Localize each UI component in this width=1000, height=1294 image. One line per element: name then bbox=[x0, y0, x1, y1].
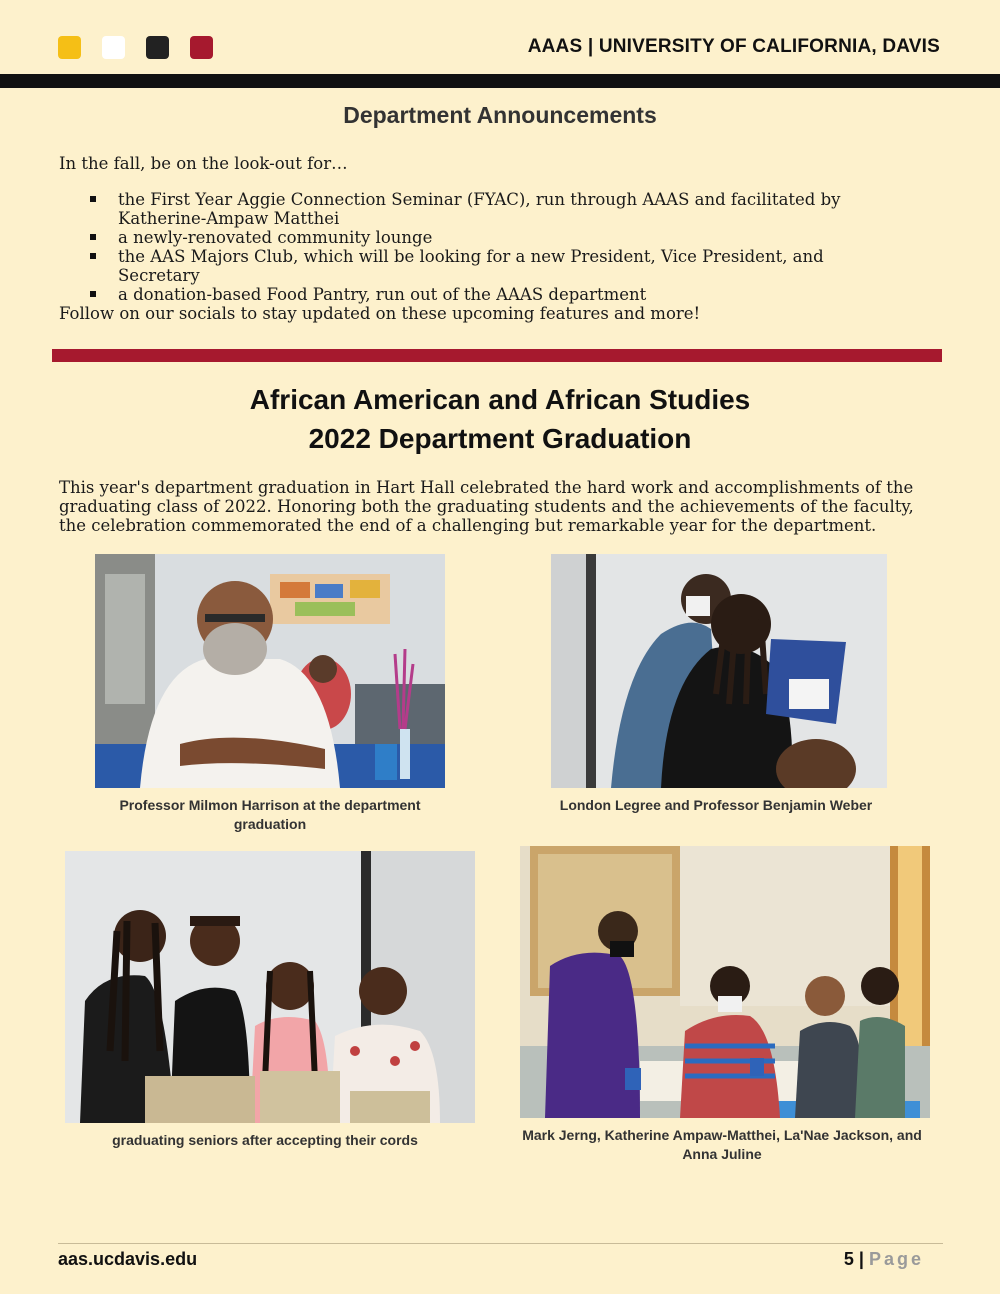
list-item: a newly-renovated community lounge bbox=[88, 228, 908, 247]
bullet-square-icon bbox=[90, 291, 96, 297]
photo-graduating-seniors bbox=[65, 851, 475, 1123]
brand-squares bbox=[58, 36, 213, 59]
section-divider bbox=[52, 349, 942, 362]
photo-caption: London Legree and Professor Benjamin Weber bbox=[559, 797, 873, 813]
graduation-body: This year's department graduation in Hart Hall celebrated the hard work and accomplishments of the graduating class of 2022. Honoring both the graduating students and the achievements of the faculty, the celebration commemorated the end of a challenging but remarkable year for the department. bbox=[59, 478, 914, 535]
graduation-title-line1: African American and African Studies bbox=[249, 384, 751, 415]
footer-site: aas.ucdavis.edu bbox=[58, 1249, 198, 1269]
bullet-square-icon bbox=[90, 234, 96, 240]
red-square bbox=[190, 36, 213, 59]
photo-legree-weber bbox=[551, 554, 887, 788]
photo-professor-harrison bbox=[95, 554, 445, 788]
white-square bbox=[102, 36, 125, 59]
page-number: 5 | Page bbox=[843, 1249, 924, 1269]
list-item: the AAS Majors Club, which will be looking for a new President, Vice President, and Secretary bbox=[88, 247, 908, 285]
announcements-heading: Department Announcements bbox=[343, 102, 657, 128]
photo-faculty-table bbox=[520, 846, 930, 1118]
footer-rule bbox=[58, 1243, 943, 1244]
list-item: a donation-based Food Pantry, run out of the AAAS department bbox=[88, 285, 908, 304]
bullet-square-icon bbox=[90, 196, 96, 202]
announcements-intro: In the fall, be on the look-out for… bbox=[59, 154, 348, 173]
list-item: the First Year Aggie Connection Seminar (FYAC), run through AAAS and facilitated by Katherine-Ampaw Matthei bbox=[88, 190, 908, 228]
announcements-list bbox=[88, 190, 908, 304]
announcements-outro: Follow on our socials to stay updated on these upcoming features and more! bbox=[59, 304, 701, 323]
yellow-square bbox=[58, 36, 81, 59]
header-title: AAAS | UNIVERSITY OF CALIFORNIA, DAVIS bbox=[527, 36, 940, 57]
photo-caption: graduating seniors after accepting their cords bbox=[112, 1132, 418, 1148]
header-bar bbox=[0, 74, 1000, 88]
photo-caption: Mark Jerng, Katherine Ampaw-Matthei, La'Nae Jackson, and Anna Juline bbox=[522, 1127, 922, 1162]
bullet-square-icon bbox=[90, 253, 96, 259]
photo-caption: Professor Milmon Harrison at the department graduation bbox=[119, 797, 421, 832]
graduation-title-line2: 2022 Department Graduation bbox=[308, 423, 692, 454]
black-square bbox=[146, 36, 169, 59]
